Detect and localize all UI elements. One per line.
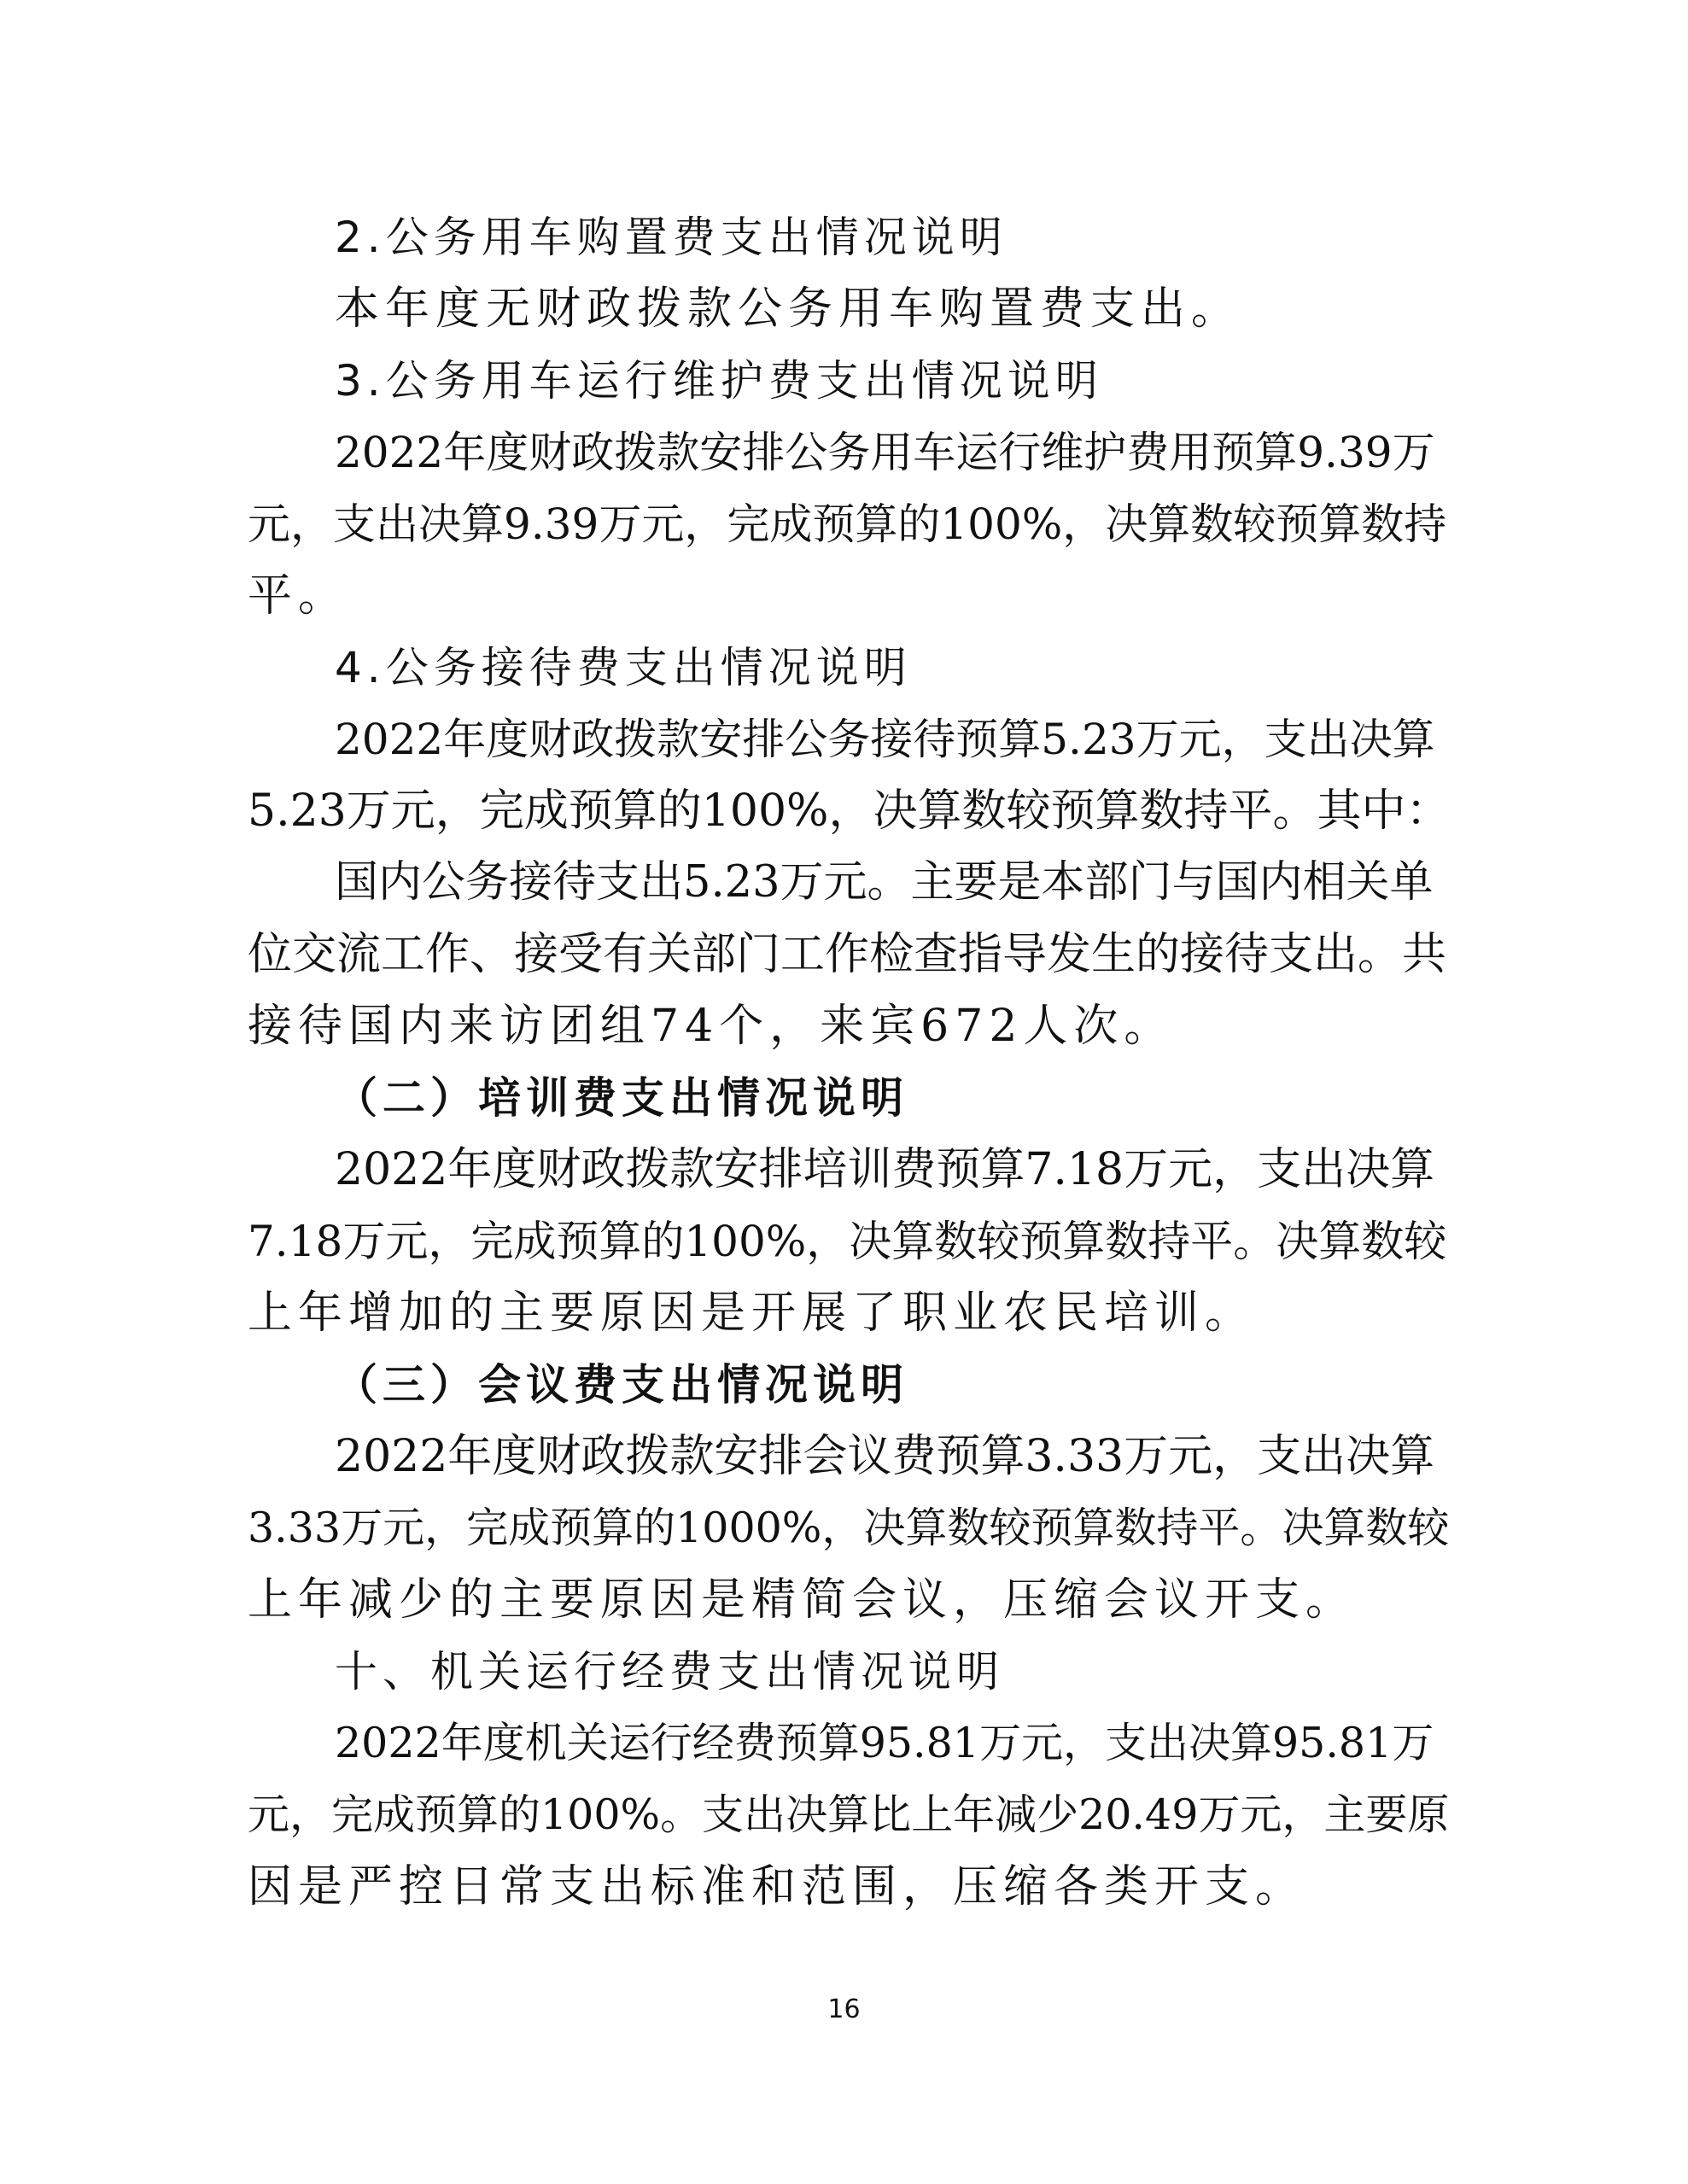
paragraph-line: 元，支出决算9.39万元，完成预算的100%，决算数较预算数持 [248,499,1447,549]
paragraph-line: 国内公务接待支出5.23万元。主要是本部门与国内相关单 [335,857,1434,908]
paragraph-line: 2022年度财政拨款安排公务接待预算5.23万元，支出决算 [335,715,1435,764]
page-number: 16 [827,1994,861,2024]
paragraph-line: 位交流工作、接受有关部门工作检查指导发生的接待支出。共 [248,929,1447,980]
heading-training: （二）培训费支出情况说明 [335,1073,908,1123]
paragraph-line: 因是严控日常支出标准和范围，压缩各类开支。 [248,1861,1306,1912]
paragraph-line: 2022年度机关运行经费预算95.81万元，支出决算95.81万 [335,1719,1434,1767]
paragraph-line: 本年度无财政拨款公务用车购置费支出。 [335,283,1242,335]
paragraph-line: 平。 [248,570,349,622]
paragraph-line: 2022年度财政拨款安排公务用车运行维护费用预算9.39万 [335,428,1435,477]
heading-reception: 4.公务接待费支出情况说明 [335,643,912,692]
heading-vehicle-maintenance: 3.公务用车运行维护费支出情况说明 [335,356,1103,406]
paragraph-line: 3.33万元，完成预算的1000%，决算数较预算数持平。决算数较 [248,1504,1450,1552]
paragraph-line: 上年减少的主要原因是精简会议，压缩会议开支。 [248,1574,1357,1626]
paragraph-line: 元，完成预算的100%。支出决算比上年减少20.49万元，主要原 [248,1790,1450,1839]
paragraph-line: 5.23万元，完成预算的100%，决算数较预算数持平。其中： [248,785,1451,837]
heading-meeting: （三）会议费支出情况说明 [335,1360,908,1410]
paragraph-line: 接待国内来访团组74个，来宾672人次。 [248,1001,1175,1052]
paragraph-line: 上年增加的主要原因是开展了职业农民培训。 [248,1288,1256,1339]
paragraph-line: 2022年度财政拨款安排培训费预算7.18万元，支出决算 [335,1144,1435,1195]
heading-vehicle-purchase: 2.公务用车购置费支出情况说明 [335,213,1008,262]
heading-operating-expenses: 十、机关运行经费支出情况说明 [335,1647,1004,1696]
paragraph-line: 2022年度财政拨款安排会议费预算3.33万元，支出决算 [335,1431,1435,1482]
paragraph-line: 7.18万元，完成预算的100%，决算数较预算数持平。决算数较 [248,1217,1447,1266]
